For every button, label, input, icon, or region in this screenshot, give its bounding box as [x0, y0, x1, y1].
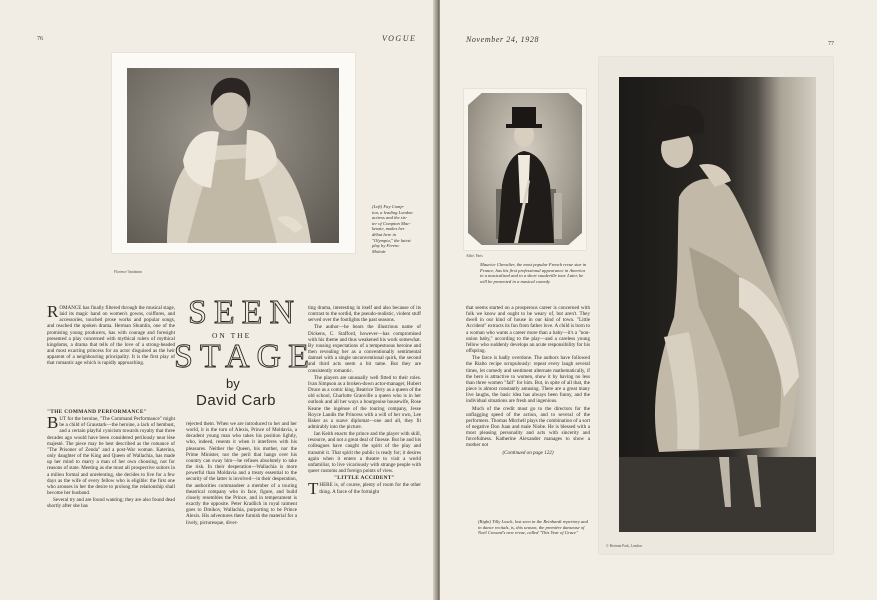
caption-line: ton, a leading London: [372, 209, 413, 215]
continued-on-page: (Continued on page 122): [502, 449, 554, 456]
fay-compton-portrait-image: [127, 68, 339, 243]
photo-credit-abbe: Abbé, Paris: [466, 254, 483, 258]
article-column-3: [308, 305, 421, 499]
photo-credit-bertram-park: © Bertram Park, London: [606, 544, 642, 548]
column-4-para: that seems started on a prosperous career is concerned with folk we know and ought to be weary of, but aren't. They dwell in our kind of house in our kind of town. "Little Accident" extracts its fun from father love. A child is born to a woman who wants a career more than a baby—it's a "non-union baby," according to the play—and a careless young fellow who suddenly develops an acute responsibility for his offspring.: [466, 305, 590, 355]
issue-date: November 24, 1928: [466, 35, 540, 44]
tilly-losch-caption: (Right) Tilly Losch, lost seen in the Reinhardt repertory and in dance recitals, is, this season, the première danseuse of Noël Coward's new revue, called "This Year of Grace": [478, 519, 588, 536]
article-column-2: [186, 421, 297, 527]
running-head-vogue: VOGUE: [382, 34, 417, 43]
caption-line: "Olympia," the latest: [372, 237, 411, 243]
column-1-text-end: Several try and are found wanting; they are also found dead shortly after she has: [47, 497, 175, 510]
article-intro: [47, 302, 175, 368]
tilly-losch-photo-frame: [599, 57, 833, 554]
caption-line: play by Ferenc: [372, 243, 400, 249]
article-column-4: [466, 305, 590, 457]
caption-line: Molnár: [372, 248, 386, 254]
chevalier-portrait-image: [468, 93, 582, 245]
left-page-number: 76: [37, 36, 43, 42]
caption-line: kenzie, makes her: [372, 226, 405, 232]
caption-line: (Left) Fay Comp-: [372, 204, 405, 209]
subhead-command-performance: "THE COMMAND PERFORMANCE": [47, 409, 148, 415]
tilly-losch-portrait-image: [619, 77, 816, 532]
column-3-para: The author—he bears the illustrious name of Dickens, C. Stafford, however—has compromised with his theme and thus weakened his work somewhat. By rousing expectations of a tempestuous heroine and then revealing her as a conventionally sentimental damsel with a single unconventional quirk, the second and third acts seem a bit tame. But they are consistently romantic.: [308, 324, 421, 374]
column-3-para: ting drama, interesting in itself and also because of its contrast to the sordid, the pseudo-realistic, violent stuff served over the footlights the past seasons.: [308, 305, 421, 324]
dropcap-b: B: [47, 413, 59, 433]
title-stage: STAGE: [174, 338, 316, 375]
dropcap-r: R: [47, 302, 59, 321]
column-1-text: UT for the heroine, "The Command Performance" might be a child of Graustark—the heroine, a lack of hembust, and a certain playful cynicism towards royalty that three decades ago would have been considered perilously near lèse majesté. The piece may be best described as the romance of "The Prisoner of Zenda" and a post-War woman. Katerina, only daughter of the King and Queen of Wallachia, has made up her mind to marry a man of her own choosing, not for reasons of state. Meeting as she must all prospective suitors in a milieu formal and unrelenting, she decides to live for a few days as the wife of every fellow who is eligible: the first one who arouses in her the desire to prolong the relationship shall become her husband.: [47, 416, 175, 497]
column-4-para: The farce is badly overdone. The authors have followed the Rialto recipe scrupulously: repeat every laugh several times, let comedy and sentiment alternate mathematically, if the hero is attractive to women, show it by having no less than three women "fall" for him. But, in spite of all that, the piece is almost constantly amusing. There are a great many live laughs, the basic idea has always been funny, and the individual situations are fresh and ingenious.: [466, 355, 590, 405]
caption-line: actress and the sis-: [372, 215, 408, 221]
byline-author: David Carb: [196, 392, 277, 409]
title-seen: SEEN: [188, 294, 301, 331]
chevalier-photo-frame: [464, 89, 586, 250]
fay-compton-photo: [127, 68, 339, 243]
caption-line: ter of Compton Mac-: [372, 220, 411, 226]
right-page-number: 77: [828, 41, 834, 47]
byline-by: by: [226, 376, 240, 391]
column-3-para: The players are unusually well fitted to their roles. Ivan Simpson as a broken-down actor-manager, Hubert Druce as a comic king, Beatrice Terry as a queen of the old school, Charlotte Granville a queen who is in her outlook and all her ways a bourgeoise housewife, Rose Keane the ingénue of the touring company, Jesse Royce Landis the Princess with a will of her own, Lee Baker as a suave diplomat—one and all, they fit admirably into the picture.: [308, 374, 421, 430]
column-2-text: rejected them. When we are introduced to her and her world, it is the turn of Alexis, Prince of Moldavia, a decadent young man who takes his position lightly, who, indeed, resents it when it interferes with his pleasures. Neither the Queen, his mother, nor the Prime Minister, nor the peril that hangs over his country can sway him—he refuses absolutely to take the risk. In their desperation—Wallachia is more powerful than Moldavia and a treaty essential to the security of the latter is involved—in their desperation, the authorities commandeer a member of a touring theatrical company who in face, figure, and build closely resembles the Prince, and in temperament is exactly the opposite. Peter Kradlich in royal raiment goes to Dmikov, Wallachia, purporting to be Prince Alexis. His adventures there furnish the material for a lively, picturesque, diver-: [186, 421, 297, 526]
chevalier-photo: [468, 93, 582, 245]
chevalier-caption: Maurice Chevalier, the most popular French revue star in France, has his first professional appearance in America in a musicalised and in a short vaudeville tour. Later, he will be presented in a musical comedy: [480, 262, 587, 284]
dropcap-t: T: [308, 479, 319, 499]
title-on-the: ON THE: [212, 331, 252, 340]
tilly-losch-photo: [619, 77, 816, 532]
column-3-end-text: HERE is, of course, plenty of room for the other thing. A farce of the fortnight: [319, 482, 421, 495]
intro-text: OMANCE has finally filtered through the musical stage, laid its magic hand on women's gowns, coiffures, and accessories, touched prose works and popular songs, and reached the spoken drama. Herman Shumlin, one of the promising young producers, has with courage and foresight presented a play concerned with mythical rulers of mythical kingdoms, a drama that tells of the love of a strong-headed and most exacting princess for an actor disguised as the heir apparent of a neighbouring principality. It is the first play of that romantic age which is rapidly approaching.: [47, 305, 175, 367]
subhead-little-accident: "LITTLE ACCIDENT": [334, 475, 395, 482]
photo-credit-vandamm: Florence Vandamm: [114, 270, 142, 274]
left-page: [0, 0, 437, 600]
column-3-para: Ian Keith enacts the prince and the player with skill, resource, and not a great deal of finesse. But he and his colleagues have caught the spirit of the play and transmit it. That spirit the public is ready for; it desires again when it enters a theatre to visit a world unfamiliar, to live vicariously with strange people with queer customs and foreign points of view.: [308, 431, 421, 475]
column-4-para: Much of the credit must go to the directors for the unflagging speed of the action, and to several of the performers. Thomas Mitchell plays the combination of a sort of negative Don Juan and male Niobe. He is blessed with a most pleasing personality and acts with sincerity and forcefulness. Katherine Alexander manages to show a mother not: [466, 405, 590, 449]
caption-line: début here in: [372, 231, 397, 237]
article-column-1: [47, 409, 175, 511]
fay-compton-caption: [372, 204, 436, 254]
fay-compton-photo-frame: [112, 53, 355, 253]
